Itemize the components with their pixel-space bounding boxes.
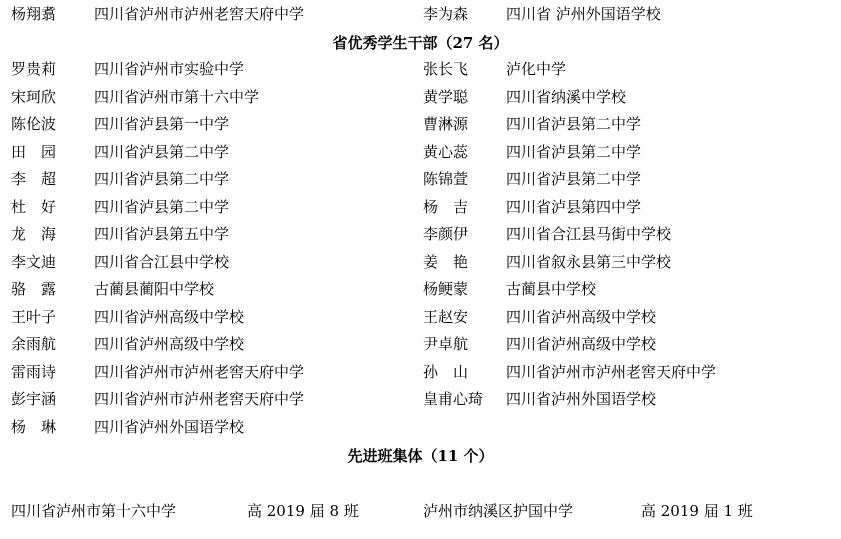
student-name: 姜 艳 <box>423 252 469 271</box>
student-school: 四川省泸州高级中学校 <box>506 335 657 353</box>
student-name: 李为森 <box>423 5 469 23</box>
student-school: 四川省泸县第二中学 <box>506 170 642 188</box>
student-row <box>0 194 841 221</box>
student-school: 四川省泸县第四中学 <box>506 197 642 216</box>
student-school: 四川省泸县第一中学 <box>94 115 230 133</box>
section-heading-cadres: 省优秀学生干部（27 名） <box>332 34 509 52</box>
student-school: 古蔺县中学校 <box>506 280 597 298</box>
class-school: 泸州市纳溪区护国中学 <box>423 502 574 520</box>
student-name: 杨鲠蒙 <box>423 280 469 298</box>
class-row <box>0 498 841 525</box>
student-school: 四川省纳溪中学校 <box>506 87 627 106</box>
student-name: 皇甫心琦 <box>423 390 484 408</box>
class-name: 高 2019 届 8 班 <box>247 502 359 520</box>
student-name: 陈伦波 <box>11 115 57 133</box>
student-name: 李文迪 <box>11 252 57 271</box>
student-name: 曹淋源 <box>423 115 469 133</box>
student-row <box>0 84 841 111</box>
student-school: 四川省泸州市第十六中学 <box>94 87 260 106</box>
student-school: 四川省泸州市泸州老窖天府中学 <box>506 362 717 381</box>
student-school: 四川省泸县第五中学 <box>94 225 230 243</box>
student-row <box>0 386 841 413</box>
student-name: 杨 琳 <box>11 417 57 436</box>
student-name: 宋珂欣 <box>11 87 57 106</box>
student-row <box>0 56 841 83</box>
student-school: 泸化中学 <box>506 60 567 78</box>
student-school: 四川省泸州外国语学校 <box>506 390 657 408</box>
student-row <box>0 111 841 138</box>
student-row <box>0 139 841 166</box>
student-name: 余雨航 <box>11 335 57 353</box>
student-school: 古蔺县蔺阳中学校 <box>94 280 215 298</box>
student-school: 四川省泸州市泸州老窖天府中学 <box>94 362 305 381</box>
student-school: 四川省泸州外国语学校 <box>94 417 245 436</box>
student-name: 黄学聪 <box>423 87 469 106</box>
class-school: 四川省泸州市第十六中学 <box>11 502 177 520</box>
student-name: 李 超 <box>11 170 57 188</box>
section-heading-classes: 先进班集体（11 个） <box>347 447 494 465</box>
student-row <box>0 304 841 331</box>
student-name: 李颜伊 <box>423 225 469 243</box>
student-school: 四川省泸县第二中学 <box>94 142 230 161</box>
student-school: 四川省泸县第二中学 <box>506 142 642 161</box>
student-row <box>0 249 841 276</box>
student-school: 四川省合江县中学校 <box>94 252 230 271</box>
student-row <box>0 359 841 386</box>
student-school: 四川省泸州高级中学校 <box>94 307 245 326</box>
student-row <box>0 1 841 28</box>
student-school: 四川省叙永县第三中学校 <box>506 252 672 271</box>
student-school: 四川省泸州市实验中学 <box>94 60 245 78</box>
student-school: 四川省泸州高级中学校 <box>506 307 657 326</box>
student-row <box>0 166 841 193</box>
student-row <box>0 221 841 248</box>
student-school: 四川省 泸州外国语学校 <box>506 5 661 23</box>
student-name: 罗贵莉 <box>11 60 57 78</box>
student-row <box>0 276 841 303</box>
student-name: 田 园 <box>11 142 57 161</box>
student-name: 王赵安 <box>423 307 469 326</box>
student-name: 杨翔翥 <box>11 5 57 23</box>
student-name: 杜 好 <box>11 197 57 216</box>
student-school: 四川省合江县马街中学校 <box>506 225 672 243</box>
student-school: 四川省泸县第二中学 <box>506 115 642 133</box>
student-name: 张长飞 <box>423 60 469 78</box>
student-school: 四川省泸州市泸州老窖天府中学 <box>94 5 305 23</box>
class-name: 高 2019 届 1 班 <box>641 502 753 520</box>
student-school: 四川省泸州高级中学校 <box>94 335 245 353</box>
student-school: 四川省泸县第二中学 <box>94 170 230 188</box>
student-row <box>0 331 841 358</box>
student-name: 王叶子 <box>11 307 57 326</box>
student-name: 陈锦萱 <box>423 170 469 188</box>
student-name: 黄心蕊 <box>423 142 469 161</box>
student-row <box>0 414 841 441</box>
student-school: 四川省泸州市泸州老窖天府中学 <box>94 390 305 408</box>
student-name: 雷雨诗 <box>11 362 57 381</box>
student-name: 龙 海 <box>11 225 57 243</box>
student-school: 四川省泸县第二中学 <box>94 197 230 216</box>
student-name: 杨 吉 <box>423 197 469 216</box>
student-name: 尹卓航 <box>423 335 469 353</box>
student-name: 骆 露 <box>11 280 57 298</box>
student-name: 孙 山 <box>423 362 469 381</box>
student-name: 彭宇涵 <box>11 390 57 408</box>
